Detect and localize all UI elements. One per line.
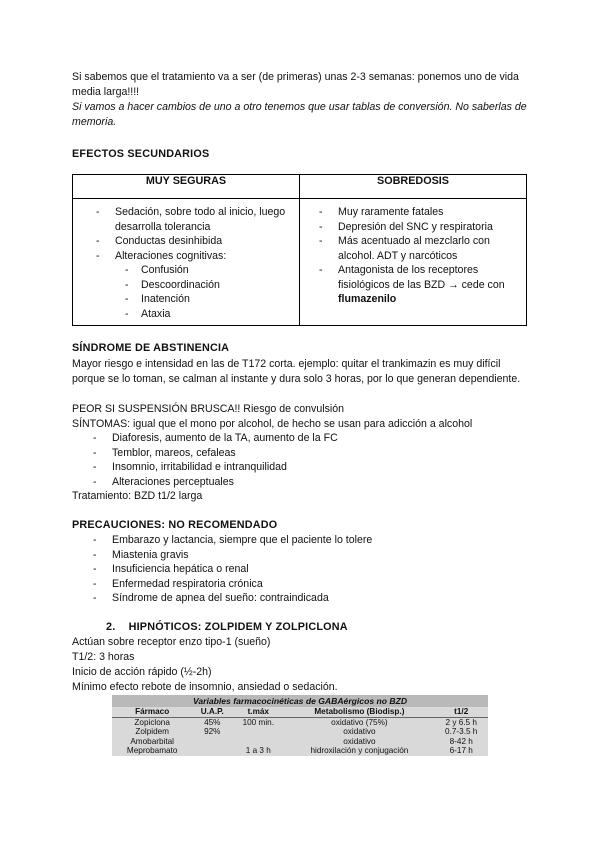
list-item: - Conductas desinhibida bbox=[93, 234, 293, 249]
precauciones-list bbox=[90, 533, 372, 606]
abstinencia-heading: SÍNDROME DE ABSTINENCIA bbox=[72, 342, 230, 354]
efectos-table bbox=[72, 174, 527, 326]
list-item: - Descoordinación bbox=[109, 278, 293, 293]
intro-line-1: Si sabemos que el tratamiento va a ser (de primeras) unas 2-3 semanas: ponemos uno de vida media larga!!!! bbox=[72, 71, 519, 98]
hipnoticos-line-1: Actúan sobre receptor enzo tipo-1 (sueño) bbox=[72, 636, 271, 648]
pk-col-header: Fármaco bbox=[112, 707, 192, 717]
hipnoticos-line-4: Mínimo efecto rebote de insomnio, ansiedad o sedación. bbox=[72, 681, 338, 693]
table-cell: Zolpidem bbox=[135, 727, 170, 737]
list-item: - Síndrome de apnea del sueño: contraindicada bbox=[90, 591, 372, 606]
table-row bbox=[112, 717, 488, 727]
table-cell bbox=[192, 746, 232, 756]
abstinencia-text-2: PEOR SI SUSPENSIÓN BRUSCA!! Riesgo de convulsión bbox=[72, 403, 345, 415]
abstinencia-treatment: Tratamiento: BZD t1/2 larga bbox=[72, 490, 203, 502]
table-cell bbox=[232, 737, 284, 747]
flumazenilo-text: flumazenilo bbox=[338, 293, 397, 305]
pk-col-header: t.máx bbox=[232, 707, 284, 717]
table-cell: 45% bbox=[204, 717, 221, 727]
table-row bbox=[112, 737, 488, 747]
col-header-muy-seguras: MUY SEGURAS bbox=[73, 175, 300, 199]
table-cell: 92% bbox=[204, 727, 221, 737]
sobredosis-list bbox=[306, 205, 520, 307]
table-row bbox=[112, 727, 488, 737]
pk-table bbox=[112, 707, 488, 756]
list-item: - Enfermedad respiratoria crónica bbox=[90, 577, 372, 592]
list-item: - Muy raramente fatales bbox=[316, 205, 520, 220]
table-cell: oxidativo (75%) bbox=[331, 717, 388, 727]
table-cell: oxidativo bbox=[343, 727, 376, 737]
table-row bbox=[112, 746, 488, 756]
hipnoticos-line-3: Inicio de acción rápido (½-2h) bbox=[72, 666, 212, 678]
pk-col-header: t1/2 bbox=[434, 707, 488, 717]
section-number: 2. bbox=[106, 621, 116, 633]
muy-seguras-list bbox=[79, 205, 293, 263]
muy-seguras-cell bbox=[73, 199, 300, 326]
antagonista-text: Antagonista de los receptores fisiológicos de las BZD → cede con bbox=[338, 264, 505, 291]
table-cell: Amobarbital bbox=[130, 736, 175, 746]
list-item: - Insuficiencia hepática o renal bbox=[90, 562, 372, 577]
list-item: - Confusión bbox=[109, 263, 293, 278]
table-cell: 100 min. bbox=[242, 717, 274, 727]
pk-table-title: Variables farmacocinéticas de GABAérgicos no BZD bbox=[112, 695, 488, 707]
table-cell: 0.7-3.5 h bbox=[445, 727, 478, 737]
sobredosis-cell bbox=[300, 199, 527, 326]
efectos-heading: EFECTOS SECUNDARIOS bbox=[72, 148, 210, 160]
precauciones-heading: PRECAUCIONES: NO RECOMENDADO bbox=[72, 519, 278, 531]
table-cell: Zopiclona bbox=[134, 717, 170, 727]
list-item: - Alteraciones cognitivas: bbox=[93, 249, 293, 264]
list-item: - Temblor, mareos, cefaleas bbox=[90, 446, 338, 461]
table-cell bbox=[192, 737, 232, 747]
hipnoticos-title: HIPNÓTICOS: ZOLPIDEM Y ZOLPICLONA bbox=[128, 621, 348, 633]
pk-col-header: Metabolismo (Biodisp.) bbox=[284, 707, 434, 717]
list-item: - Depresión del SNC y respiratoria bbox=[316, 220, 520, 235]
table-cell: oxidativo bbox=[343, 736, 376, 746]
list-item: - Embarazo y lactancia, siempre que el paciente lo tolere bbox=[90, 533, 372, 548]
list-item: - Miastenia gravis bbox=[90, 548, 372, 563]
hipnoticos-heading bbox=[106, 621, 348, 633]
list-item: - Ataxia bbox=[109, 307, 293, 322]
table-cell: 2 y 6.5 h bbox=[445, 717, 477, 727]
list-item: - Inatención bbox=[109, 292, 293, 307]
pk-header-row bbox=[112, 707, 488, 717]
col-header-sobredosis: SOBREDOSIS bbox=[300, 175, 527, 199]
list-item: - Diaforesis, aumento de la TA, aumento de la FC bbox=[90, 431, 338, 446]
list-item bbox=[316, 263, 520, 307]
cognitive-sublist bbox=[79, 263, 293, 321]
table-cell: hidroxilación y conjugación bbox=[310, 746, 409, 756]
hipnoticos-line-2: T1/2: 3 horas bbox=[72, 651, 135, 663]
pk-table-figure bbox=[112, 695, 488, 756]
table-cell: 8-42 h bbox=[449, 736, 473, 746]
pk-col-header: U.A.P. bbox=[192, 707, 232, 717]
intro-line-2: Si vamos a hacer cambios de uno a otro tenemos que usar tablas de conversión. No saberlas de memoria. bbox=[72, 101, 527, 128]
abstinencia-symptoms-list bbox=[90, 431, 338, 489]
table-cell: 6-17 h bbox=[449, 746, 473, 756]
list-item: - Insomnio, irritabilidad e intranquilidad bbox=[90, 460, 338, 475]
table-cell: Meprobamato bbox=[126, 746, 178, 756]
abstinencia-text-1: Mayor riesgo e intensidad en las de T172 corta. ejemplo: quitar el trankimazin es muy difícil porque se lo toman, se calman al instante y dura solo 3 horas, por lo que generan dependiente. bbox=[72, 358, 521, 385]
list-item: - Alteraciones perceptuales bbox=[90, 475, 338, 490]
list-item: - Sedación, sobre todo al inicio, luego desarrolla tolerancia bbox=[93, 205, 293, 234]
table-cell: 1 a 3 h bbox=[245, 746, 271, 756]
abstinencia-text-3: SÍNTOMAS: igual que el mono por alcohol, de hecho se usan para adicción a alcohol bbox=[72, 418, 473, 430]
table-cell bbox=[232, 727, 284, 737]
list-item: - Más acentuado al mezclarlo con alcohol. ADT y narcóticos bbox=[316, 234, 520, 263]
